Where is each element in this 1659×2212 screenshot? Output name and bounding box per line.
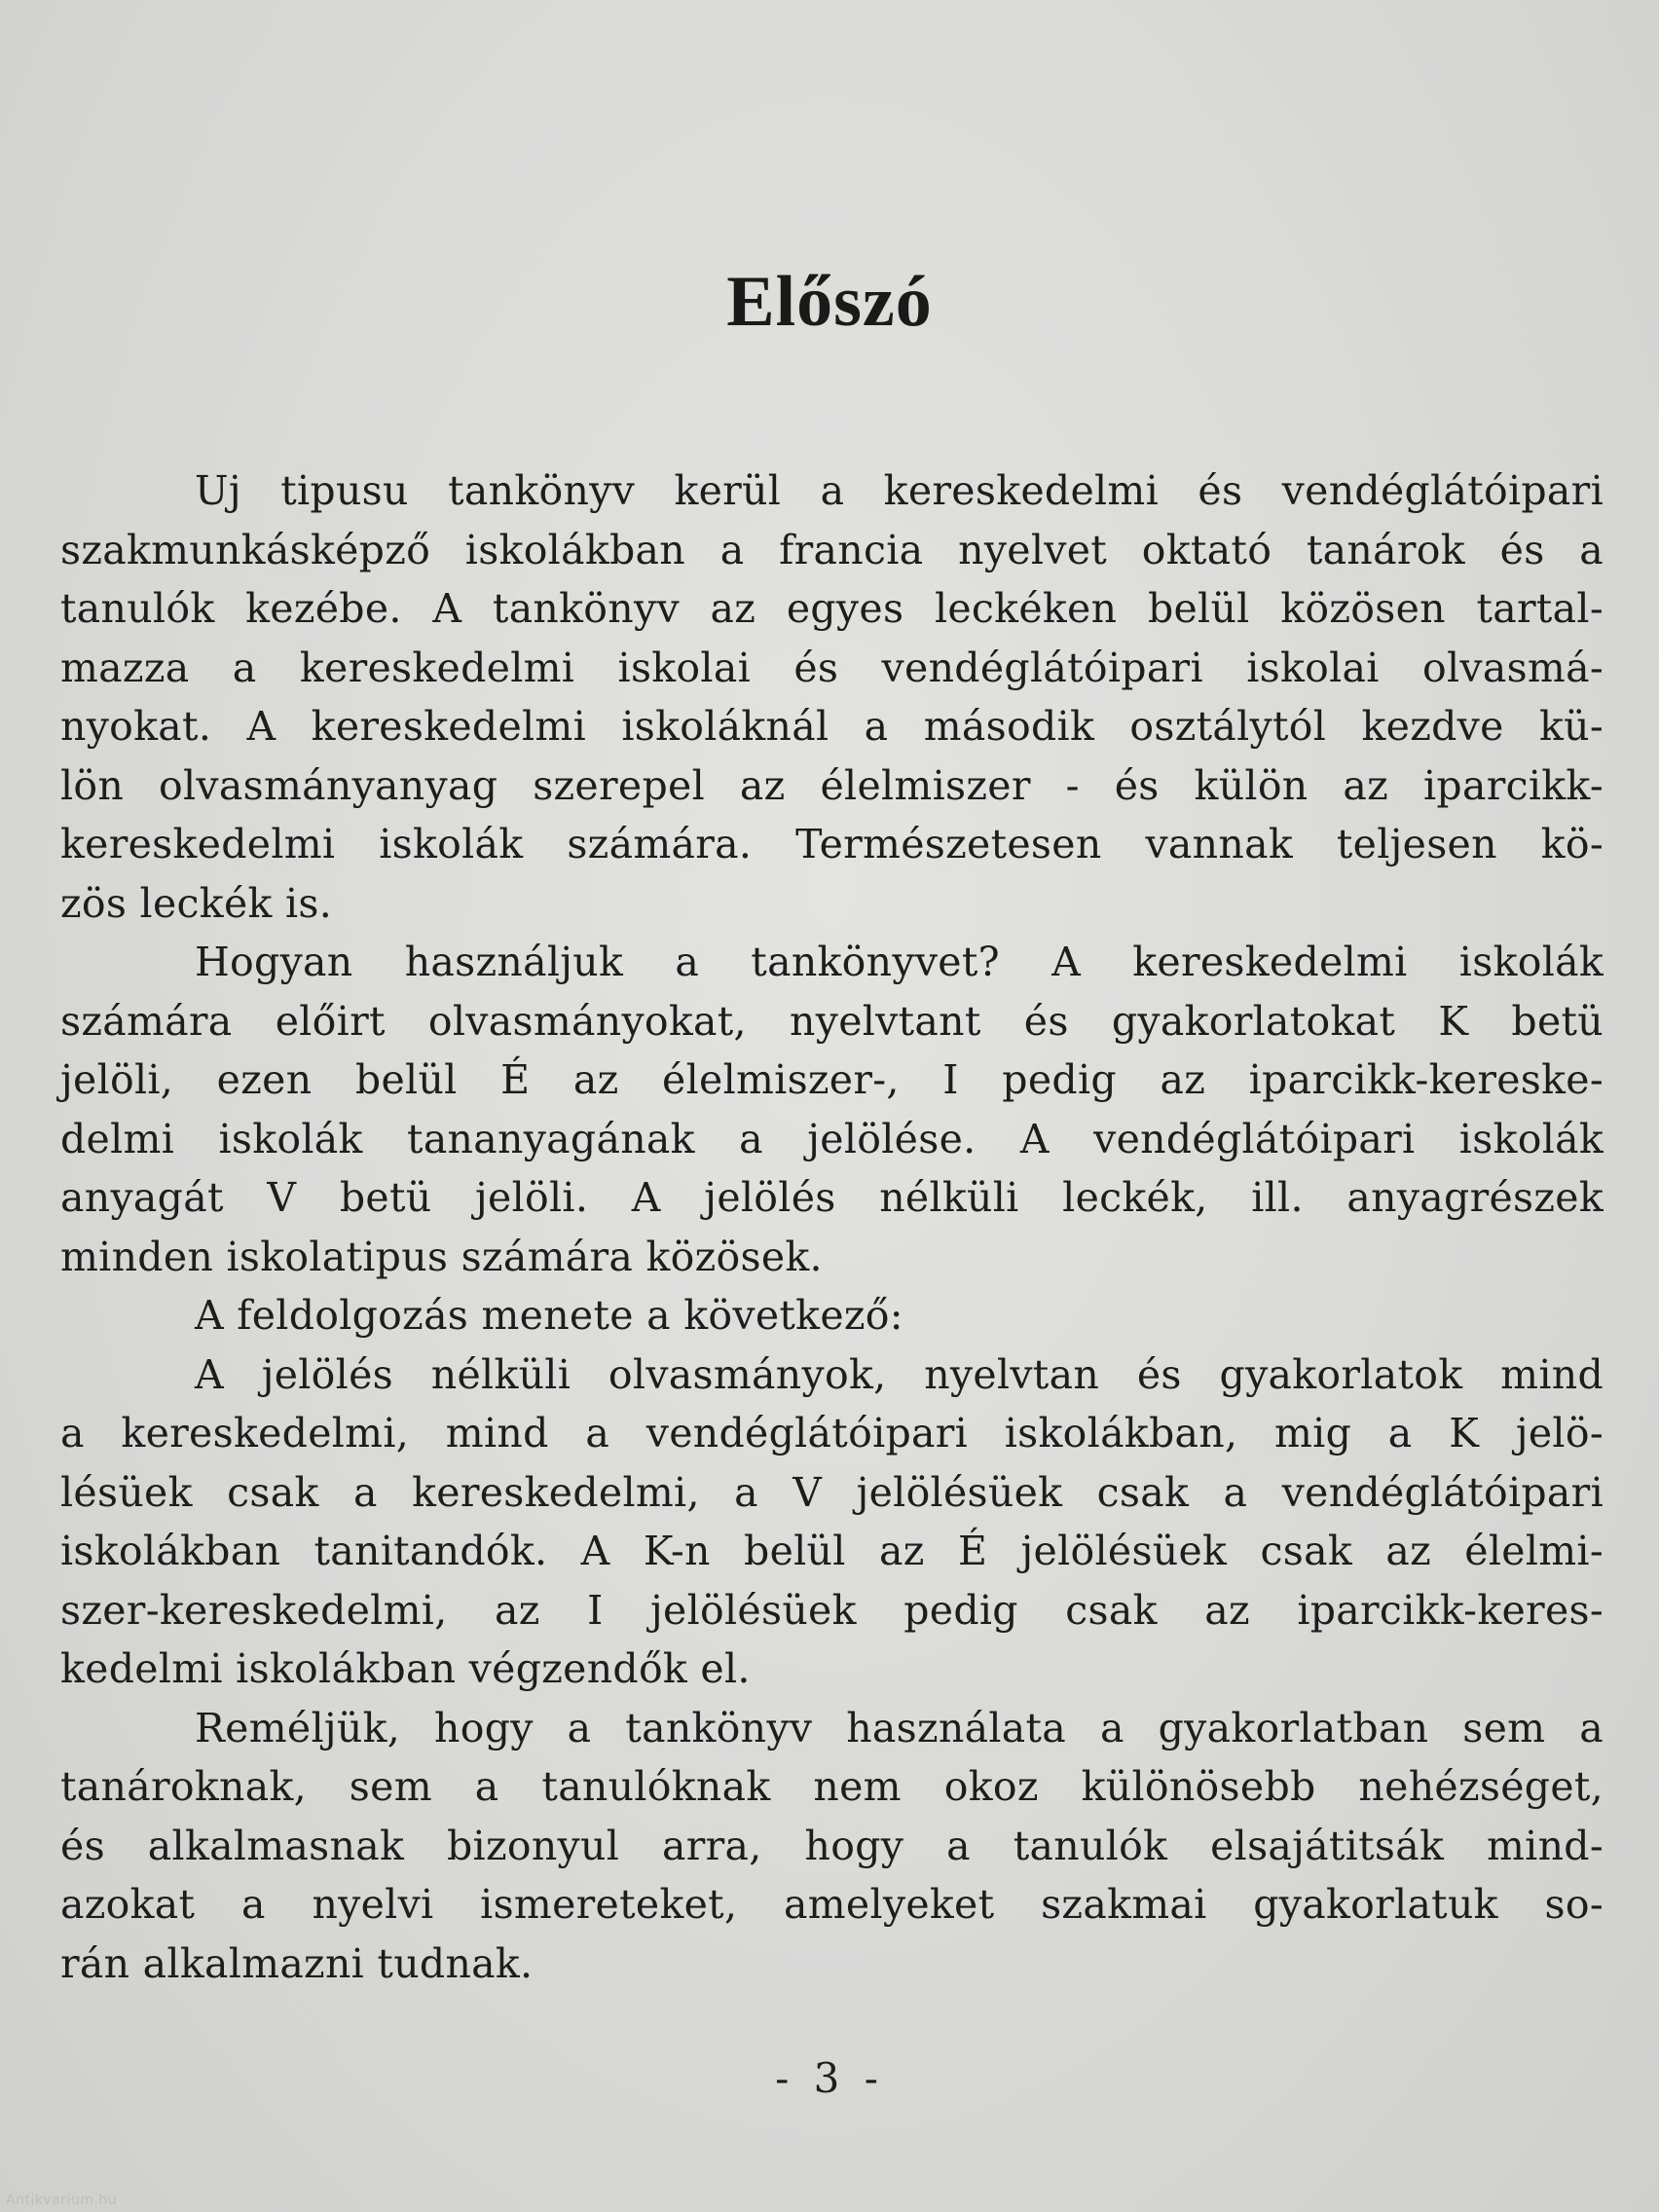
- text-line: a kereskedelmi, mind a vendéglátóipari iskolákban, mig a K jelö-: [60, 1410, 1604, 1456]
- text-line: Hogyan használjuk a tankönyvet? A kereskedelmi iskolák: [195, 939, 1604, 985]
- text-line: tanulók kezébe. A tankönyv az egyes leckéken belül közösen tartal-: [60, 585, 1604, 632]
- text-line: kereskedelmi iskolák számára. Természetesen vannak teljesen kö-: [60, 821, 1604, 867]
- page-number: - 3 -: [775, 2054, 884, 2102]
- preface-body: [60, 461, 1604, 1993]
- text-line: számára előirt olvasmányokat, nyelvtant és gyakorlatokat K betü: [60, 997, 1604, 1045]
- text-line: A feldolgozás menete a következő:: [195, 1292, 903, 1339]
- text-line: szer-kereskedelmi, az I jelölésüek pedig csak az iparcikk-keres-: [60, 1586, 1604, 1634]
- watermark: Antikvarium.hu: [6, 2193, 118, 2208]
- text-line: lön olvasmányanyag szerepel az élelmiszer - és külön az iparcikk-: [60, 761, 1604, 809]
- text-line: mazza a kereskedelmi iskolai és vendéglátóipari iskolai olvasmá-: [60, 644, 1604, 691]
- text-line: szakmunkásképző iskolákban a francia nyelvet oktató tanárok és a: [60, 526, 1604, 573]
- text-line: nyokat. A kereskedelmi iskoláknál a második osztálytól kezdve kü-: [60, 703, 1604, 750]
- text-line: azokat a nyelvi ismereteket, amelyeket szakmai gyakorlatuk so-: [60, 1881, 1604, 1928]
- text-line: iskolákban tanitandók. A K-n belül az É jelölésüek csak az élelmi-: [60, 1528, 1604, 1574]
- text-line: rán alkalmazni tudnak.: [60, 1939, 534, 1987]
- text-line: delmi iskolák tananyagának a jelölése. A vendéglátóipari iskolák: [60, 1115, 1604, 1162]
- text-line: és alkalmasnak bizonyul arra, hogy a tanulók elsajátitsák mind-: [60, 1822, 1604, 1869]
- text-line: kedelmi iskolákban végzendők el.: [60, 1645, 751, 1692]
- text-line: minden iskolatipus számára közösek.: [60, 1233, 823, 1280]
- text-line: Uj tipusu tankönyv kerül a kereskedelmi és vendéglátóipari: [195, 467, 1604, 514]
- text-line: anyagát V betü jelöli. A jelölés nélküli leckék, ill. anyagrészek: [60, 1174, 1604, 1221]
- page-title: Előszó: [726, 262, 933, 342]
- text-line: A jelölés nélküli olvasmányok, nyelvtan és gyakorlatok mind: [195, 1350, 1604, 1398]
- text-line: tanároknak, sem a tanulóknak nem okoz különösebb nehézséget,: [60, 1763, 1604, 1810]
- text-line: jelöli, ezen belül É az élelmiszer-, I pedig az iparcikk-kereske-: [60, 1056, 1604, 1103]
- text-line: lésüek csak a kereskedelmi, a V jelölésüek csak a vendéglátóipari: [60, 1468, 1604, 1516]
- text-line: zös leckék is.: [60, 879, 333, 927]
- text-line: Reméljük, hogy a tankönyv használata a gyakorlatban sem a: [195, 1704, 1604, 1751]
